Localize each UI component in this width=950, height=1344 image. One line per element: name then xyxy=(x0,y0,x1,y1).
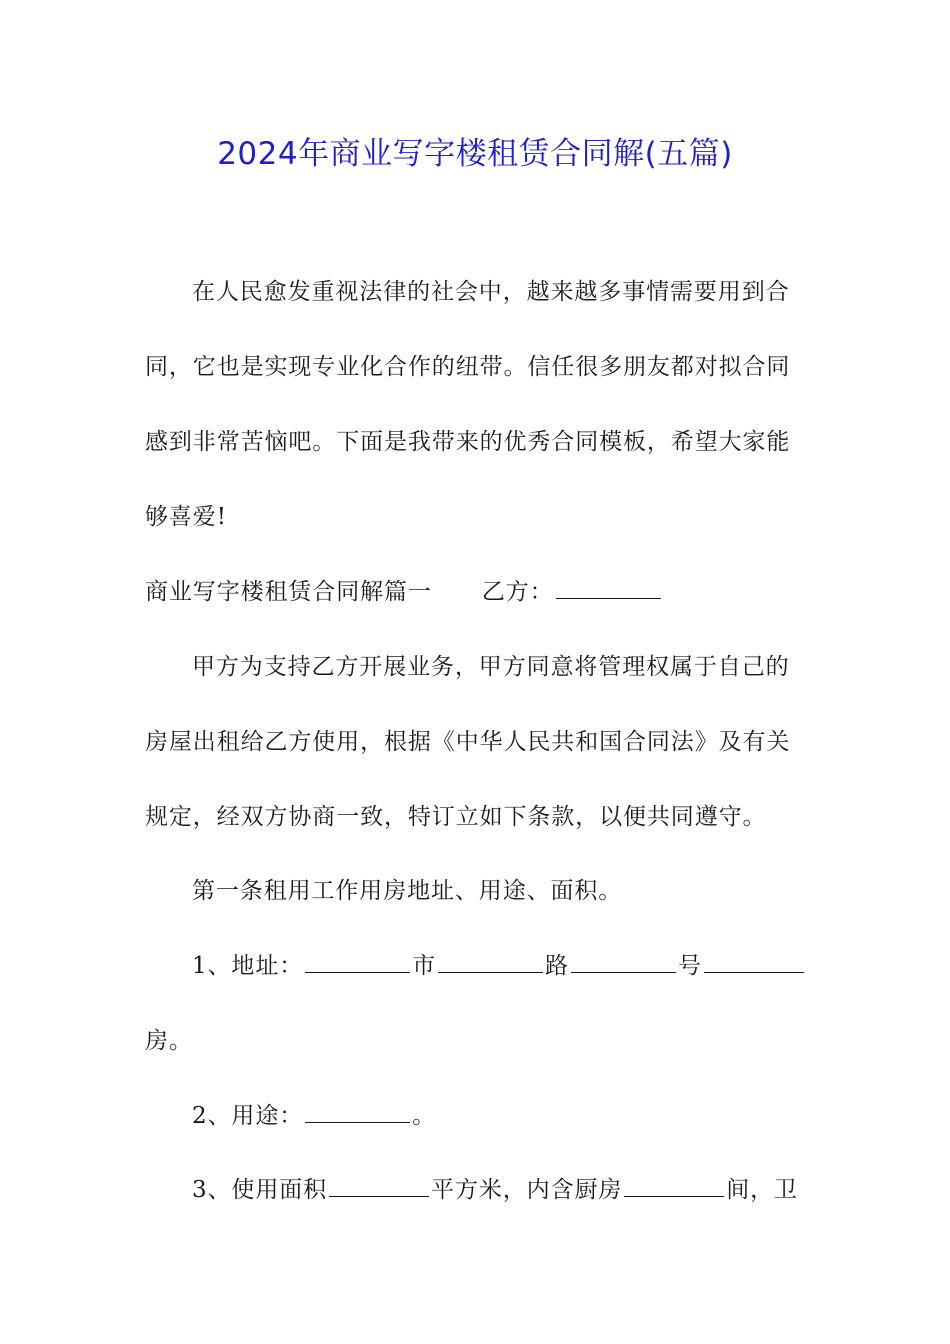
section-heading: 商业写字楼租赁合同解篇一 xyxy=(145,579,432,605)
section-heading-row xyxy=(145,573,663,606)
para1-line-1: 甲方为支持乙方开展业务，甲方同意将管理权属于自己的 xyxy=(192,654,790,680)
intro-line-1: 在人民愈发重视法律的社会中，越来越多事情需要用到合 xyxy=(192,279,790,305)
item-1-number: 号 xyxy=(677,953,702,979)
item-2-prefix: 2、用途： xyxy=(192,1103,304,1129)
item-2-suffix: 。 xyxy=(412,1103,437,1129)
item-3-unit: 平方米，内含厨房 xyxy=(431,1177,623,1203)
item-3-rooms: 间，卫 xyxy=(726,1177,798,1203)
party-b-label: 乙方： xyxy=(481,579,554,605)
area-blank xyxy=(329,1178,429,1197)
intro-line-4: 够喜爱! xyxy=(145,504,227,530)
item-3-area xyxy=(192,1171,798,1204)
address-blank-1 xyxy=(305,954,410,973)
intro-line-2: 同，它也是实现专业化合作的纽带。信任很多朋友都对拟合同 xyxy=(145,354,791,380)
item-1-city: 市 xyxy=(412,953,437,979)
usage-blank xyxy=(305,1104,410,1123)
item-1-address xyxy=(192,947,806,980)
item-2-usage xyxy=(192,1097,436,1130)
para1-line-3: 规定，经双方协商一致，特订立如下条款，以便共同遵守。 xyxy=(145,804,767,830)
kitchen-blank xyxy=(624,1178,724,1197)
address-blank-2 xyxy=(438,954,543,973)
document-title: 2024年商业写字楼租赁合同解(五篇) xyxy=(217,136,733,172)
article-1-heading: 第一条租用工作用房地址、用途、面积。 xyxy=(192,878,623,904)
item-1-prefix: 1、地址： xyxy=(192,953,304,979)
party-b-blank xyxy=(556,580,661,599)
intro-line-3: 感到非常苦恼吧。下面是我带来的优秀合同模板，希望大家能 xyxy=(145,429,791,455)
address-blank-3 xyxy=(571,954,676,973)
item-1-room: 房。 xyxy=(145,1028,193,1054)
address-blank-4 xyxy=(704,954,804,973)
item-3-prefix: 3、使用面积 xyxy=(192,1177,328,1203)
item-1-road: 路 xyxy=(545,953,569,979)
para1-line-2: 房屋出租给乙方使用，根据《中华人民共和国合同法》及有关 xyxy=(145,729,791,755)
